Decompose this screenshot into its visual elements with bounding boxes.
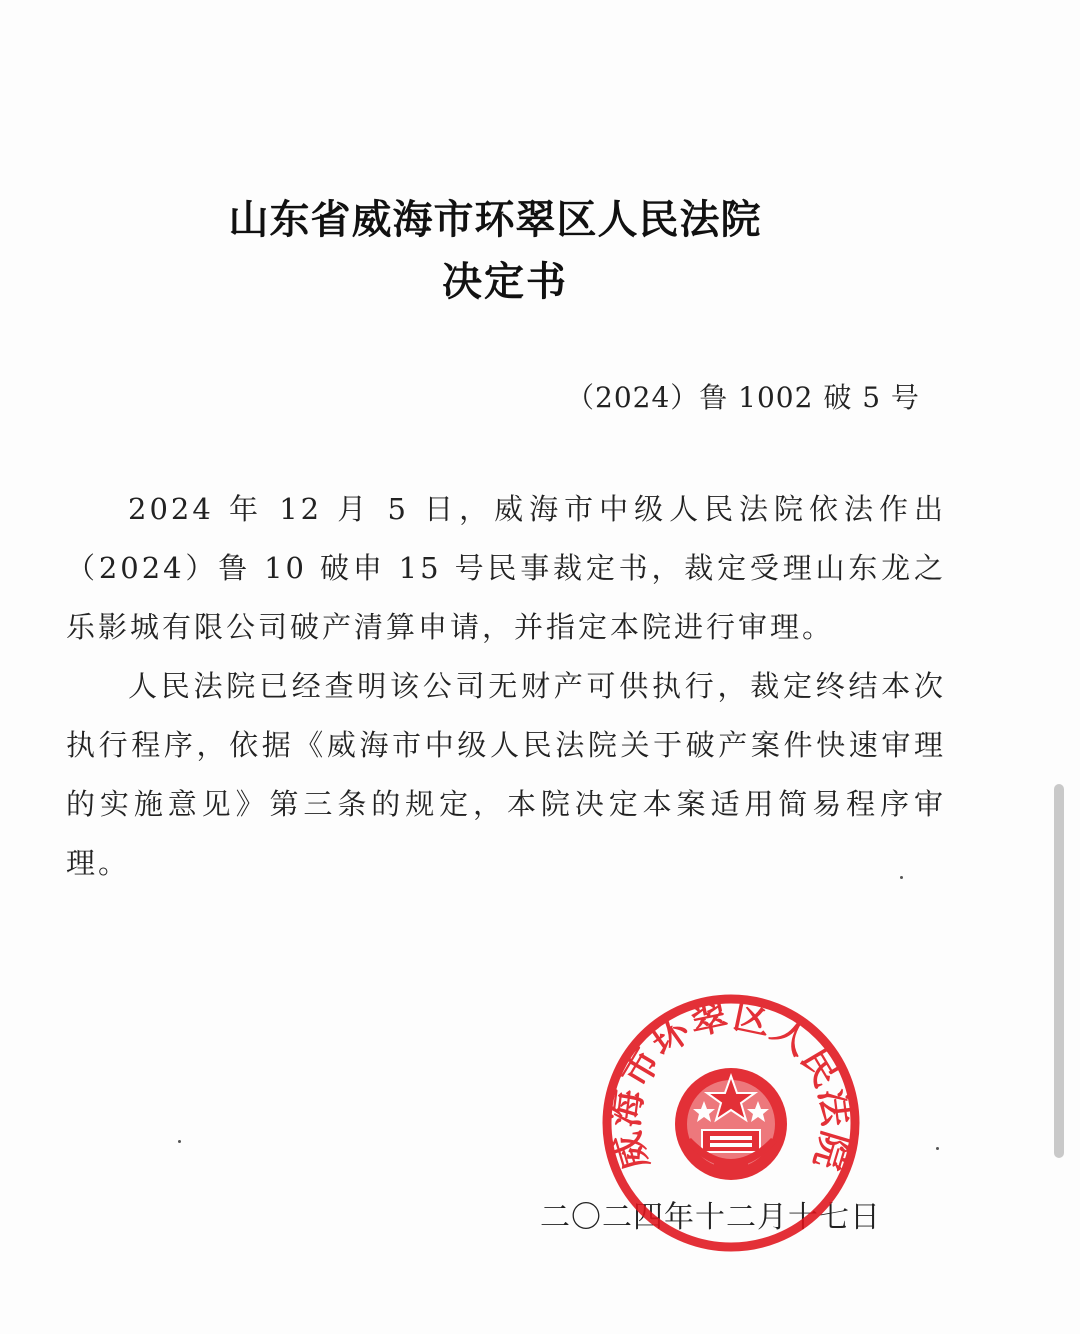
document-body	[66, 480, 946, 893]
seal-text: 威海市环翠区人民法院	[602, 992, 860, 1176]
court-name-title: 山东省威海市环翠区人民法院	[228, 196, 762, 243]
paragraph-2: 人民法院已经查明该公司无财产可供执行，裁定终结本次执行程序，依据《威海市中级人民法院关于破产案件快速审理的实施意见》第三条的规定，本院决定本案适用简易程序审理。	[66, 669, 946, 880]
national-emblem-icon	[675, 1068, 787, 1180]
scan-speck	[178, 1140, 181, 1143]
scan-speck	[936, 1147, 939, 1150]
scrollbar-thumb[interactable]	[1054, 784, 1064, 1158]
case-number: （2024）鲁 1002 破 5 号	[566, 381, 920, 414]
document-type-title: 决定书	[442, 258, 568, 305]
paragraph-1: 2024 年 12 月 5 日，威海市中级人民法院依法作出（2024）鲁 10 破申 15 号民事裁定书，裁定受理山东龙之乐影城有限公司破产清算申请，并指定本院进行审理。	[66, 492, 946, 644]
document-date: 二〇二四年十二月十七日	[540, 1200, 881, 1235]
court-seal-icon	[600, 992, 862, 1254]
scan-speck	[900, 876, 903, 879]
